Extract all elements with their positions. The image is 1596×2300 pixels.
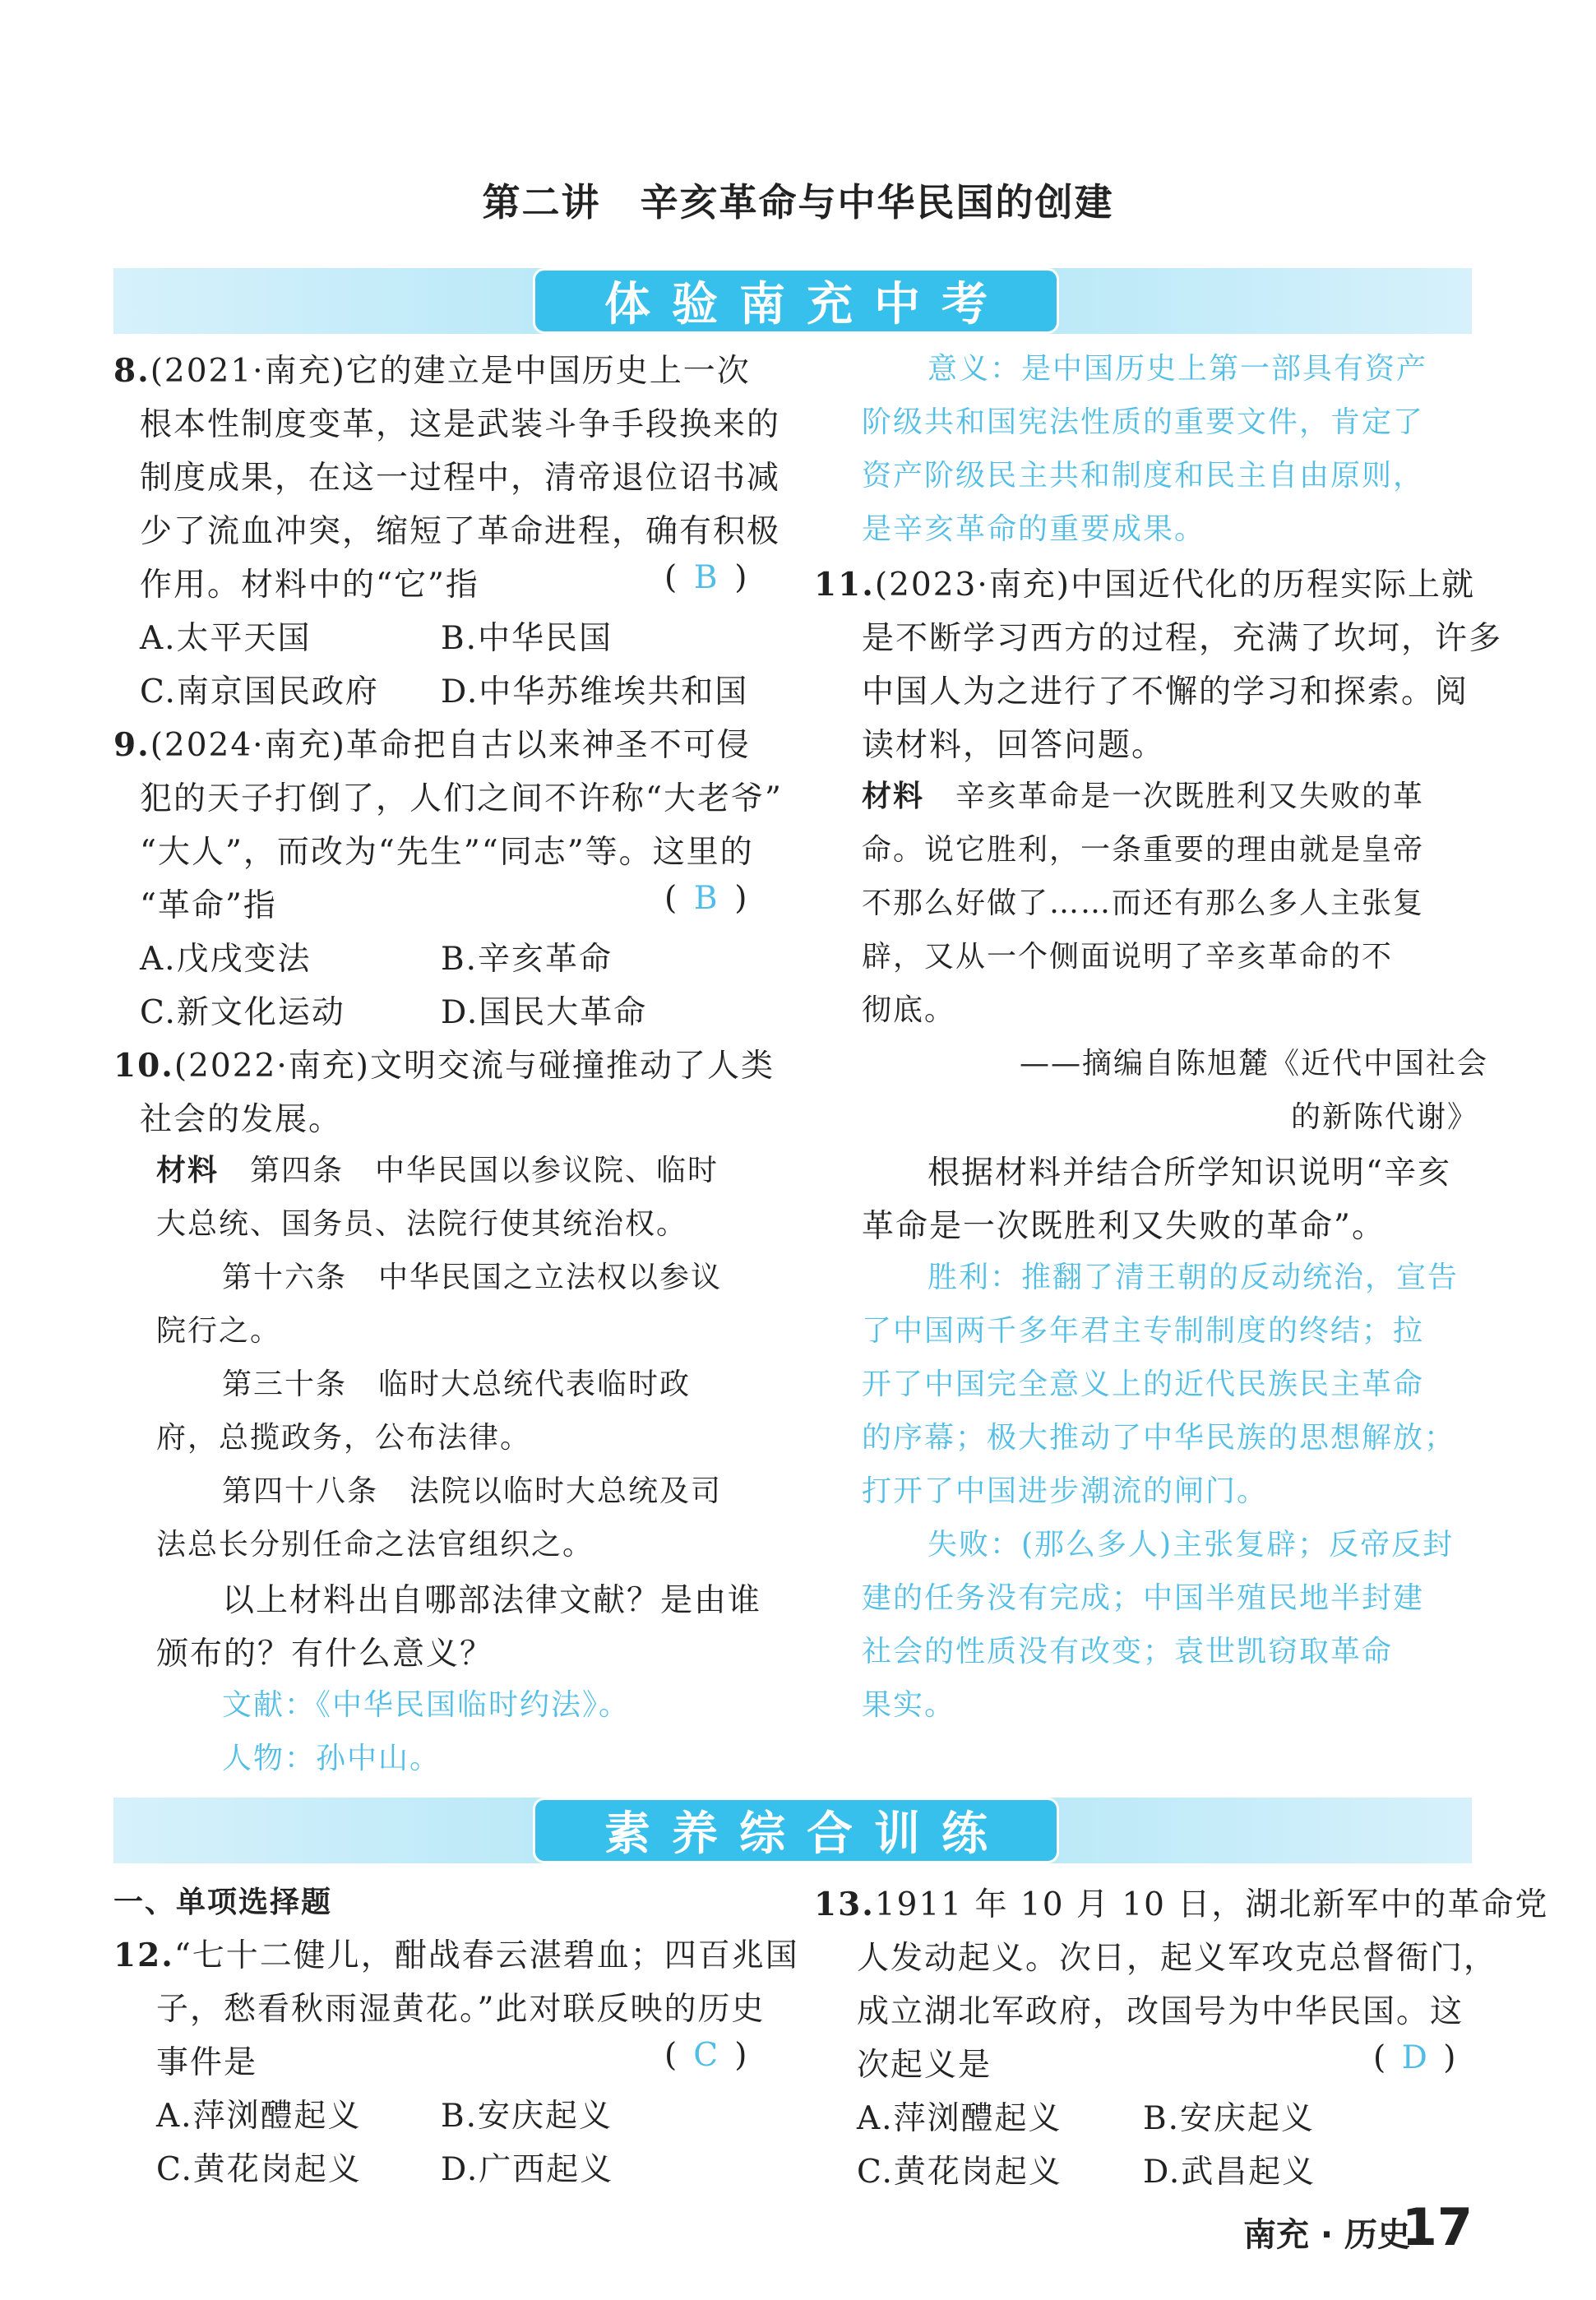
q8-line: 根本性制度变革，这是武装斗争手段换来的 [140, 406, 781, 443]
q10-question: 颁布的？有什么意义？ [156, 1636, 494, 1673]
q11-material: 材料 辛亥革命是一次既胜利又失败的革 [862, 780, 1425, 813]
q11-source: 的新陈代谢》 [1291, 1100, 1479, 1134]
q10-material: 府，总揽政务，公布法律。 [156, 1421, 532, 1455]
q13-option: A.萍浏醴起义 [857, 2100, 1062, 2137]
q12-line: 12.“七十二健儿，酣战春云湛碧血；四百兆国 [113, 1937, 799, 1974]
banner-training-label: 素养综合训练 [533, 1798, 1059, 1863]
banner-exam [113, 268, 1472, 334]
q11-line: 是不断学习西方的过程，充满了坎坷，许多 [862, 620, 1503, 657]
q11-answer: 的序幕；极大推动了中华民族的思想解放； [862, 1421, 1456, 1455]
q8-answer-paren: ( B ) [664, 559, 747, 596]
q8-line: 8.(2021·南充)它的建立是中国历史上一次 [113, 352, 751, 390]
q9-option: D.国民大革命 [441, 994, 648, 1031]
q10-answer: 人物：孙中山。 [222, 1742, 442, 1775]
q11-line: 读材料，回答问题。 [862, 727, 1166, 764]
q8-line: 制度成果，在这一过程中，清帝退位诏书减 [140, 460, 781, 497]
q10-answer: 资产阶级民主共和制度和民主自由原则， [862, 459, 1425, 493]
banner-training [113, 1798, 1472, 1863]
q11-answer: 建的任务没有完成；中国半殖民地半封建 [862, 1581, 1425, 1615]
page-title: 第二讲 辛亥革命与中华民国的创建 [482, 180, 1114, 224]
q11-source: ——摘编自陈旭麓《近代中国社会 [1020, 1047, 1489, 1081]
footer-subject: 南充 · 历史 [1242, 2216, 1410, 2254]
q11-answer: 了中国两千多年君主专制制度的终结；拉 [862, 1314, 1425, 1348]
q13-line: 人发动起义。次日，起义军攻克总督衙门， [857, 1940, 1498, 1977]
q13-option: D.武昌起义 [1143, 2154, 1316, 2191]
q9-option: C.新文化运动 [140, 994, 345, 1031]
q10-material-label: 材料 [156, 1154, 220, 1187]
q9-answer-paren: ( B ) [664, 880, 747, 917]
q11-material: 辟，又从一个侧面说明了辛亥革命的不 [862, 940, 1394, 974]
q10-material: 法总长分别任命之法官组织之。 [156, 1528, 594, 1562]
q11-question: 根据材料并结合所学知识说明“辛亥 [928, 1155, 1451, 1192]
q12-option: C.黄花岗起义 [156, 2151, 362, 2188]
q11-answer: 社会的性质没有改变；袁世凯窃取革命 [862, 1635, 1394, 1668]
q11-line: 中国人为之进行了不懈的学习和探索。阅 [862, 673, 1469, 710]
section-heading: 一、单项选择题 [113, 1886, 333, 1919]
q9-line: 犯的天子打倒了，人们之间不许称“大老爷” [140, 780, 783, 817]
q11-answer: 打开了中国进步潮流的闸门。 [862, 1474, 1269, 1508]
q9-line: “大人”，而改为“先生”“同志”等。这里的 [140, 834, 754, 871]
q10-answer: 意义：是中国历史上第一部具有资产 [928, 352, 1428, 386]
q13-answer-paren: ( D ) [1373, 2039, 1456, 2076]
q10-question: 以上材料出自哪部法律文献？是由谁 [222, 1582, 762, 1619]
q9-option: A.戊戌变法 [140, 941, 312, 978]
q8-option: C.南京国民政府 [140, 673, 379, 710]
q10-answer: 文献：《中华民国临时约法》。 [222, 1688, 631, 1722]
q12-option: B.安庆起义 [441, 2098, 613, 2135]
q10-material: 大总统、国务员、法院行使其统治权。 [156, 1207, 688, 1241]
q11-answer: 失败：(那么多人)主张复辟；反帝反封 [928, 1528, 1455, 1562]
q8-answer: B [693, 559, 718, 596]
q9-option: B.辛亥革命 [441, 941, 613, 978]
q10-material: 第十六条 中华民国之立法权以参议 [222, 1261, 723, 1294]
banner-exam-label: 体验南充中考 [533, 268, 1059, 334]
q10-line: 社会的发展。 [140, 1101, 343, 1138]
q13-line: 成立湖北军政府，改国号为中华民国。这 [857, 1993, 1464, 2030]
q11-question: 革命是一次既胜利又失败的革命”。 [862, 1208, 1386, 1245]
q11-line: 11.(2023·南充)中国近代化的历程实际上就 [814, 566, 1475, 604]
q12-answer-paren: ( C ) [664, 2037, 747, 2074]
q11-answer: 开了中国完全意义上的近代民族民主革命 [862, 1368, 1425, 1401]
q8-option: B.中华民国 [441, 620, 613, 657]
q13-line: 13.1911 年 10 月 10 日，湖北新军中的革命党 [814, 1886, 1549, 1923]
q13-option: C.黄花岗起义 [857, 2154, 1062, 2191]
q11-material: 命。说它胜利，一条重要的理由就是皇帝 [862, 833, 1425, 867]
q8-line: 少了流血冲突，缩短了革命进程，确有积极 [140, 513, 781, 550]
q11-material: 彻底。 [862, 993, 956, 1027]
q13-answer: D [1401, 2039, 1427, 2076]
q12-line: 子，愁看秋雨湿黄花。”此对联反映的历史 [156, 1991, 766, 2028]
q8-option: D.中华苏维埃共和国 [441, 673, 749, 710]
q13-line: 次起义是 [857, 2047, 992, 2084]
q12-option: A.萍浏醴起义 [156, 2098, 362, 2135]
q9-line: 9.(2024·南充)革命把自古以来神圣不可侵 [113, 726, 751, 764]
q11-material: 不那么好做了……而还有那么多人主张复 [862, 886, 1425, 920]
q12-line: 事件是 [156, 2044, 258, 2081]
q11-material-label: 材料 [862, 780, 925, 813]
q10-material: 第四十八条 法院以临时大总统及司 [222, 1474, 723, 1508]
q10-answer: 阶级共和国宪法性质的重要文件，肯定了 [862, 405, 1425, 439]
q11-answer: 果实。 [862, 1688, 956, 1722]
q8-option: A.太平天国 [140, 620, 312, 657]
q10-line: 10.(2022·南充)文明交流与碰撞推动了人类 [113, 1047, 775, 1085]
q9-line: “革命”指 [140, 887, 277, 924]
q12-answer: C [693, 2037, 719, 2074]
page-number: 17 [1401, 2197, 1473, 2257]
q10-material: 第三十条 临时大总统代表临时政 [222, 1368, 692, 1401]
q12-option: D.广西起义 [441, 2151, 614, 2188]
q10-material: 材料 第四条 中华民国以参议院、临时 [156, 1154, 719, 1187]
q8-line: 作用。材料中的“它”指 [140, 567, 479, 604]
q11-answer: 胜利：推翻了清王朝的反动统治，宣告 [928, 1261, 1460, 1294]
q13-option: B.安庆起义 [1143, 2100, 1316, 2137]
q10-material: 院行之。 [156, 1314, 282, 1348]
q10-answer: 是辛亥革命的重要成果。 [862, 512, 1206, 546]
q9-answer: B [693, 880, 718, 917]
